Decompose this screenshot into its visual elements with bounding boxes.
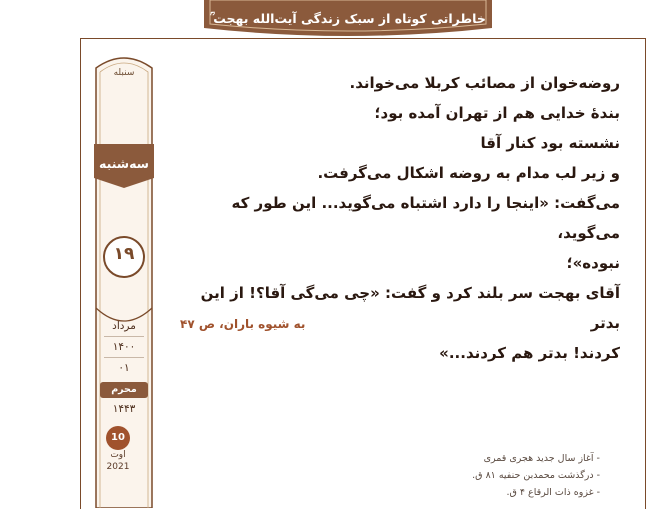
- event-item: - آغاز سال جدید هجری قمری: [483, 453, 600, 464]
- gregorian-year: 2021: [106, 462, 130, 472]
- gregorian-day: 10: [106, 426, 130, 450]
- memoir-line: آقای بهجت سر بلند کرد و گفت: «چی می‌گی آقا؟! از این بدتر: [200, 284, 620, 332]
- header-title: خاطراتی کوتاه از سبک زندگی آیت‌الله بهجت ؒ: [210, 11, 486, 26]
- source-reference: به شیوه باران، ص ۴۷: [180, 317, 306, 331]
- events-list: [420, 450, 600, 501]
- season-name: سنبله: [113, 68, 135, 78]
- event-item: - غزوه ذات الرقاع ۴ ق.: [506, 487, 600, 498]
- solar-month: مرداد: [112, 320, 136, 332]
- memoir-line: و زیر لب مدام به روضه اشکال می‌گرفت.: [317, 164, 620, 182]
- memoir-line: بندهٔ خدایی هم از تهران آمده بود؛: [374, 104, 620, 122]
- memoir-line: می‌گفت: «اینجا را دارد اشتباه می‌گوید... این طور که می‌گوید،: [231, 194, 620, 242]
- divider: [104, 336, 144, 337]
- day-number: ۱۹: [113, 244, 135, 264]
- memoir-line: کردند! بدتر هم کردند...»: [439, 344, 620, 362]
- memoir-line: نبوده»؛: [566, 254, 620, 272]
- gregorian-month: اوت: [110, 450, 126, 460]
- lunar-year: ۱۴۴۳: [112, 403, 136, 415]
- event-item: - درگذشت محمدبن حنفیه ۸۱ ق.: [472, 470, 600, 481]
- lunar-month-badge: محرم: [100, 382, 148, 398]
- memoir-line: روضه‌خوان از مصائب کربلا می‌خواند.: [349, 74, 620, 92]
- memoir-line: نشسته بود کنار آقا: [480, 134, 620, 152]
- weekday-label: سه‌شنبه: [99, 156, 149, 171]
- lunar-day: ۰۱: [118, 362, 130, 374]
- solar-year: ۱۴۰۰: [112, 341, 136, 353]
- divider: [104, 357, 144, 358]
